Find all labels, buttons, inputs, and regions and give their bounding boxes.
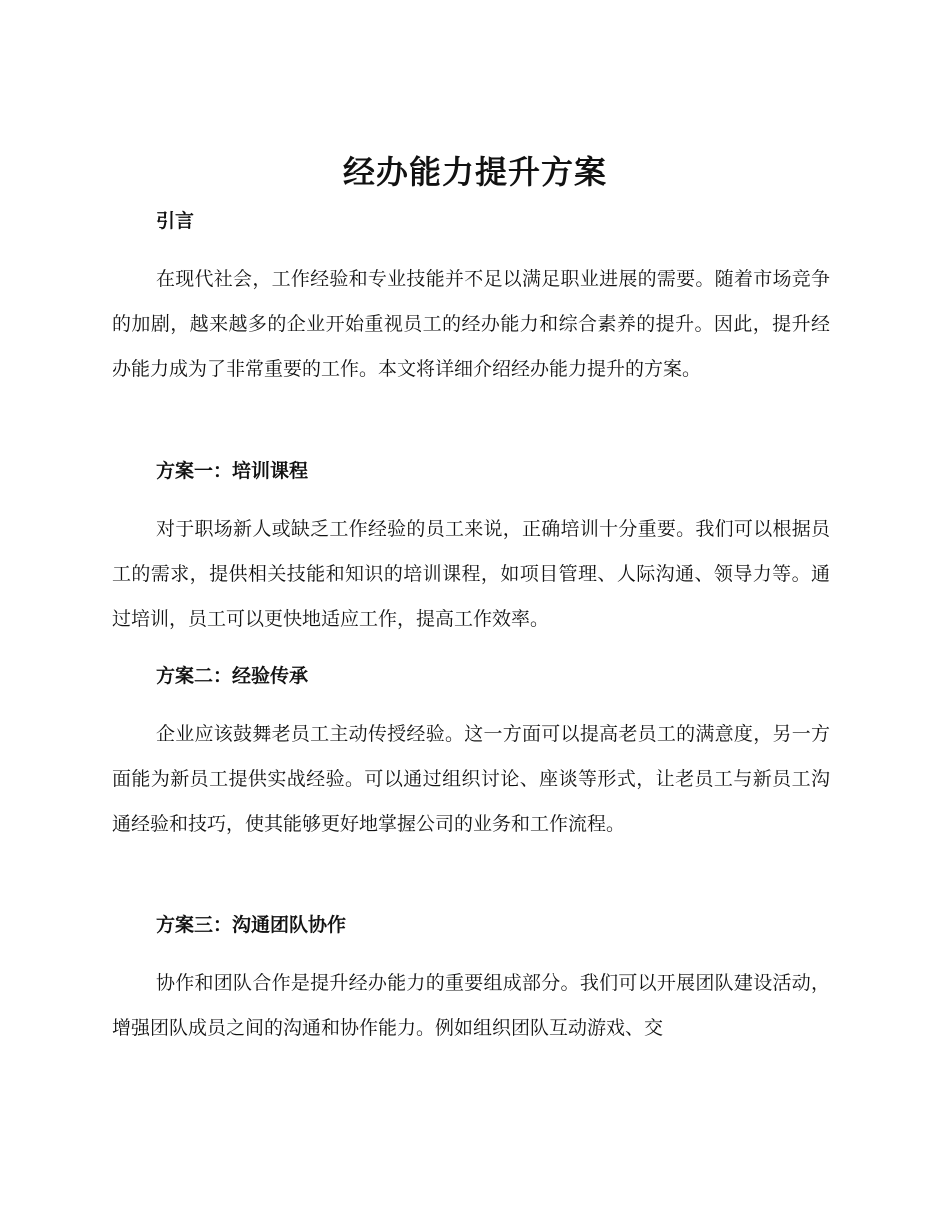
section-body-plan-2: 企业应该鼓舞老员工主动传授经验。这一方面可以提高老员工的满意度，另一方面能为新员工提供实战经验。可以通过组织讨论、座谈等形式，让老员工与新员工沟通经验和技巧，使其能够更好地掌握公司的业务和工作流程。 bbox=[112, 723, 830, 835]
section-body-plan-1: 对于职场新人或缺乏工作经验的员工来说，正确培训十分重要。我们可以根据员工的需求，提供相关技能和知识的培训课程，如项目管理、人际沟通、领导力等。通过培训，员工可以更快地适应工作，提高工作效率。 bbox=[112, 518, 830, 630]
section-heading-introduction: 引言 bbox=[156, 210, 195, 232]
section-body-introduction: 在现代社会，工作经验和专业技能并不足以满足职业进展的需要。随着市场竞争的加剧，越来越多的企业开始重视员工的经办能力和综合素养的提升。因此，提升经办能力成为了非常重要的工作。本文将详细介绍经办能力提升的方案。 bbox=[112, 268, 830, 380]
section-heading-plan-2: 方案二：经验传承 bbox=[156, 665, 309, 687]
section-heading-plan-1: 方案一：培训课程 bbox=[156, 460, 309, 482]
section-body-plan-3: 协作和团队合作是提升经办能力的重要组成部分。我们可以开展团队建设活动，增强团队成员之间的沟通和协作能力。例如组织团队互动游戏、交 bbox=[112, 972, 830, 1039]
section-heading-plan-3: 方案三：沟通团队协作 bbox=[156, 914, 347, 936]
document-title: 经办能力提升方案 bbox=[342, 153, 607, 191]
